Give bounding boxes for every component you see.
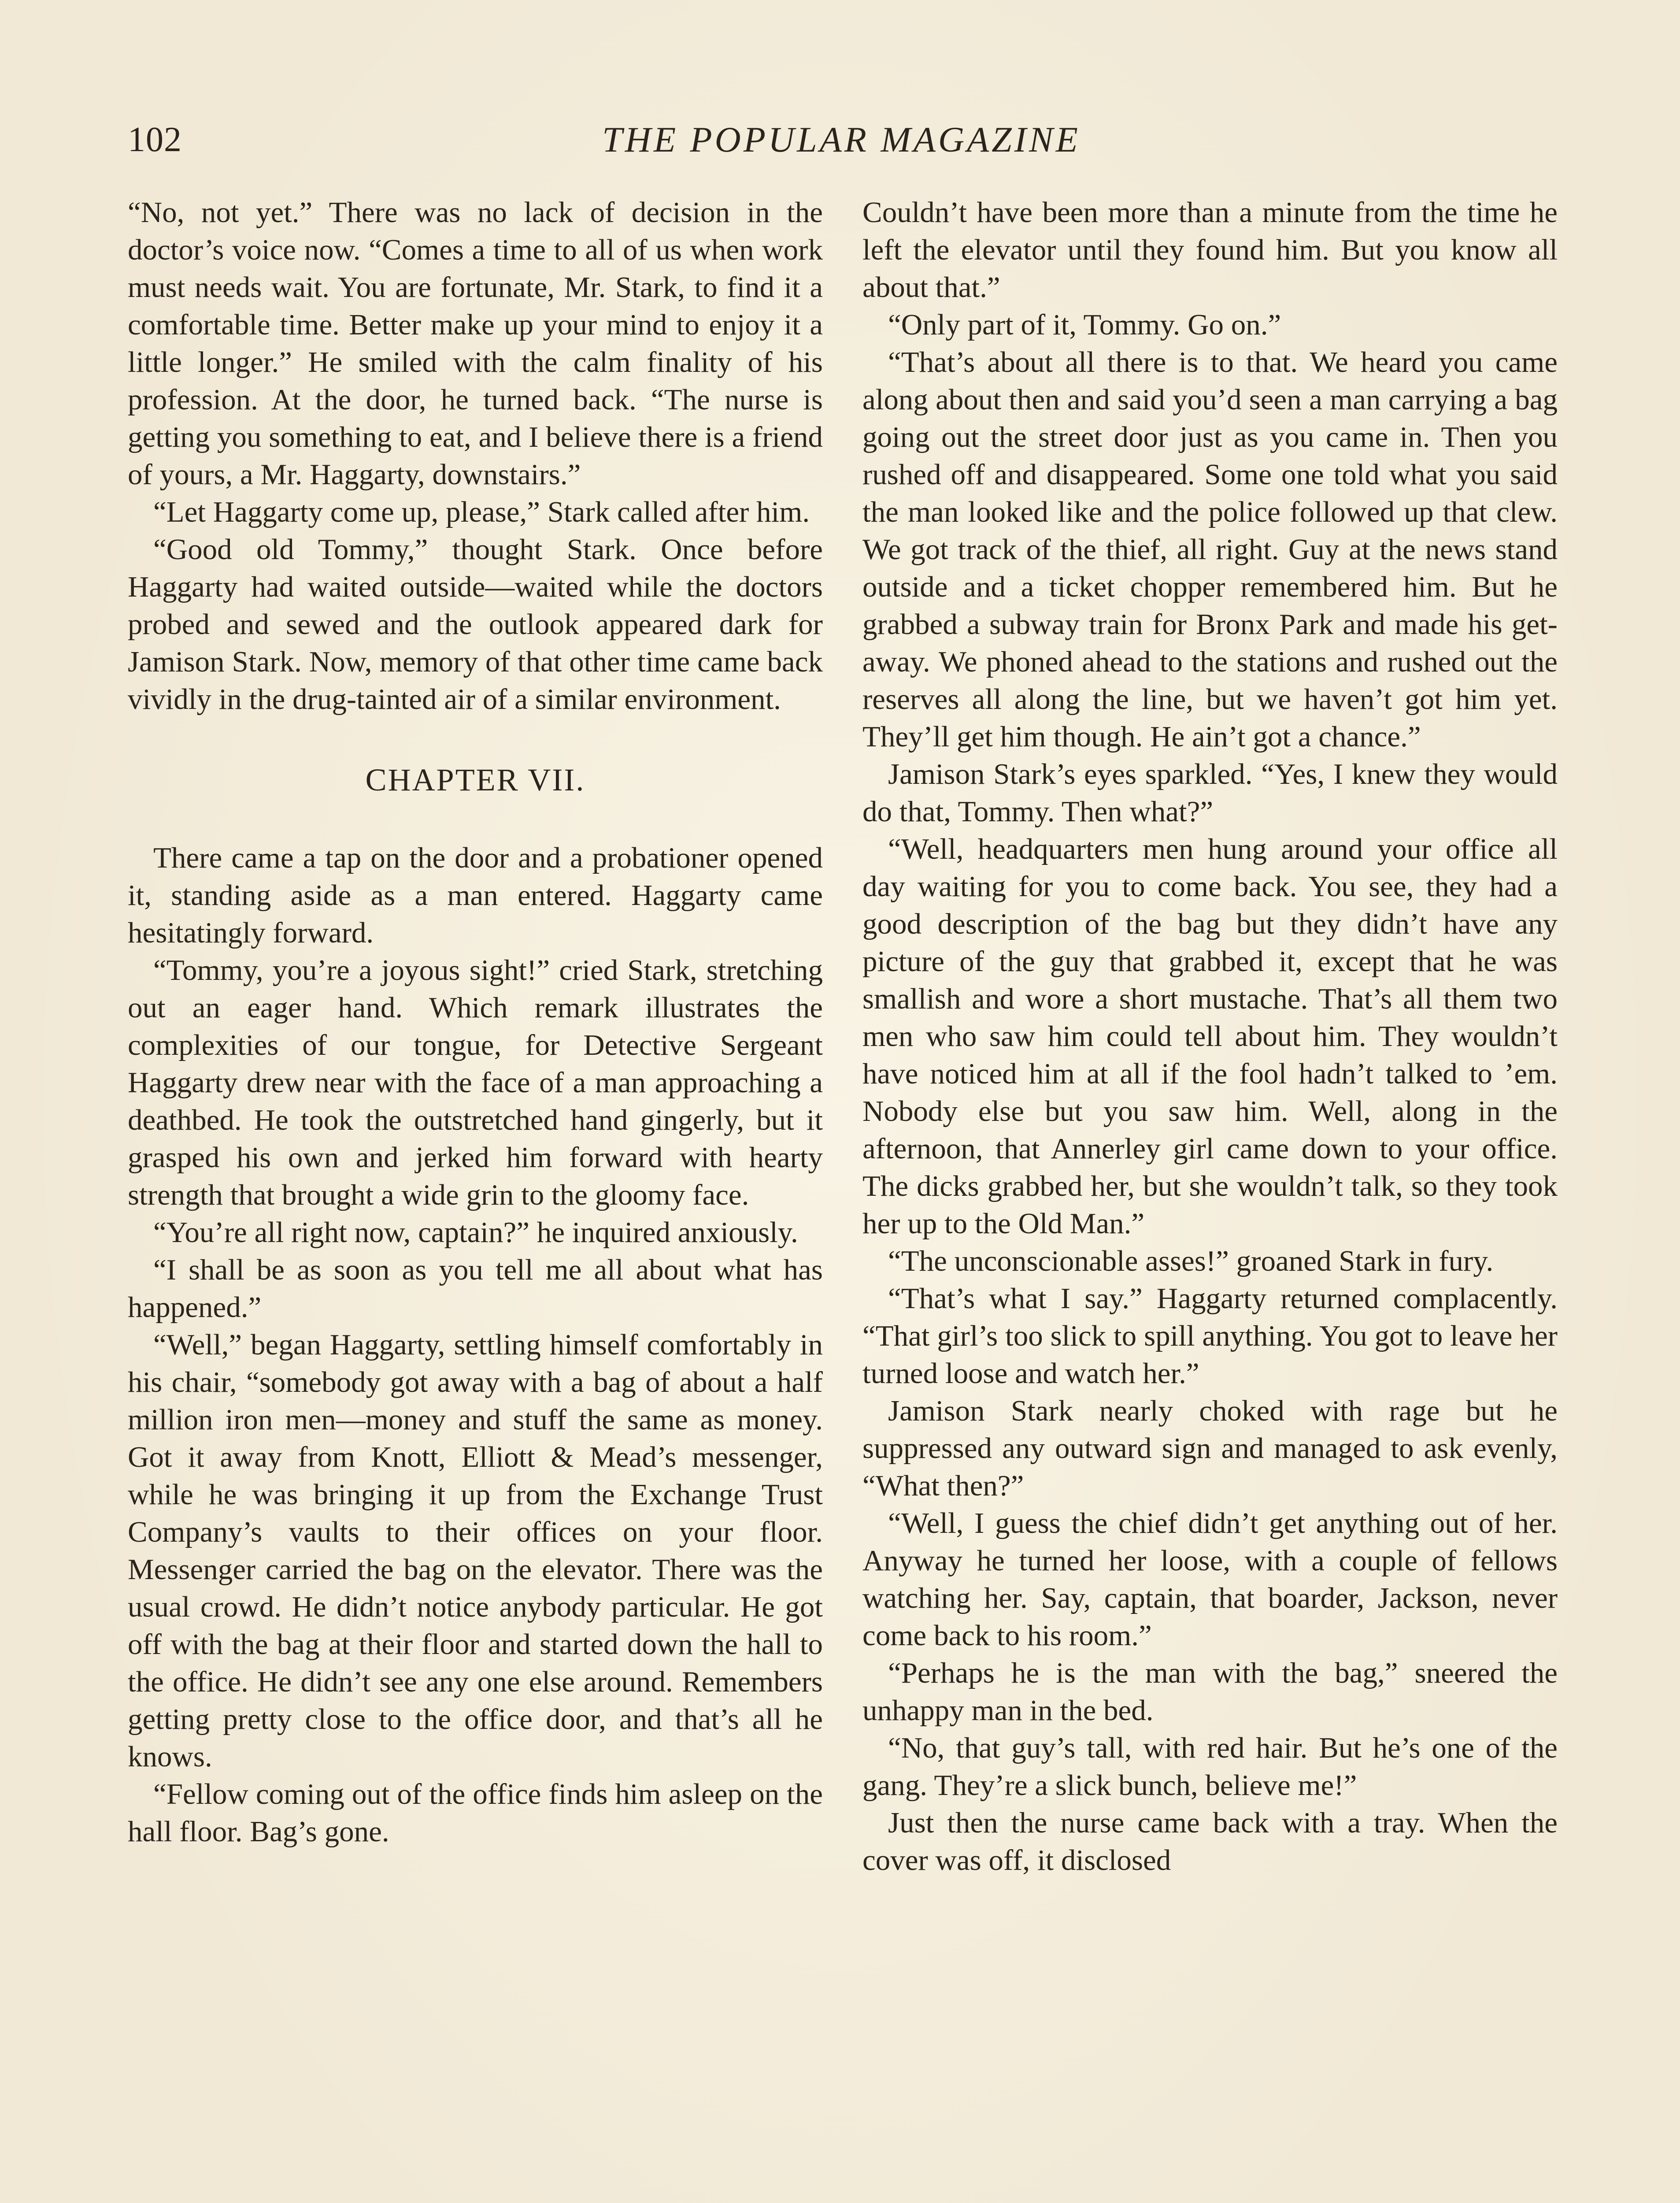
paragraph: “That’s about all there is to that. We heard you came along about then and said you’d seen a man carrying a bag going out the street door just as you came in. Then you rushed off and disappeared. Some one told what you said the man looked like and the police followed up that clew. We got track of the thief, all right. Guy at the news stand outside and a ticket chopper remembered him. But he grabbed a subway train for Bronx Park and made his get-away. We phoned ahead to the stations and rushed out the reserves all along the line, but we haven’t got him yet. They’ll get him though. He ain’t got a chance.” xyxy=(862,346,1558,753)
paragraph: “Only part of it, Tommy. Go on.” xyxy=(888,308,1281,341)
paragraph: “Good old Tommy,” thought Stark. Once before Haggarty had waited outside—waited while the doctors probed and sewed and the outlook appeared dark for Jamison Stark. Now, memory of that other time came back vividly in the drug-tainted air of a similar environment. xyxy=(128,533,823,716)
paragraph: “Well,” began Haggarty, settling himself comfortably in his chair, “somebody got away with a bag of about a half million iron men—money and stuff the same as money. Got it away from Knott, Elliott & Mead’s messenger, while he was bringing it up from the Exchange Trust Company’s vaults to their offices on your floor. Messenger carried the bag on the elevator. There was the usual crowd. He didn’t notice anybody particular. He got off with the bag at their floor and started down the hall to the office. He didn’t see any one else around. Remembers getting pretty close to the office door, and that’s all he knows. xyxy=(128,1328,823,1773)
paragraph: “No, that guy’s tall, with red hair. But he’s one of the gang. They’re a slick bunch, believe me!” xyxy=(862,1732,1558,1802)
paragraph: “I shall be as soon as you tell me all about what has happened.” xyxy=(128,1254,823,1324)
paragraph: “Let Haggarty come up, please,” Stark called after him. xyxy=(153,496,810,528)
paragraph: “Well, headquarters men hung around your office all day waiting for you to come back. You see, they had a good description of the bag but they didn’t have any picture of the guy that grabbed it, except that he was smallish and wore a short mustache. That’s all them two men who saw him could tell about him. They wouldn’t have noticed him at all if the fool hadn’t talked to ’em. Nobody else but you saw him. Well, along in the afternoon, that Annerley girl came down to your office. The dicks grabbed her, but she wouldn’t talk, so they took her up to the Old Man.” xyxy=(862,833,1558,1240)
paragraph: Just then the nurse came back with a tray. When the cover was off, it disclosed xyxy=(862,1806,1558,1877)
paragraph: “The unconscionable asses!” groaned Stark in fury. xyxy=(888,1245,1494,1277)
paragraph: “Tommy, you’re a joyous sight!” cried Stark, stretching out an eager hand. Which remark illustrates the complexities of our tongue, for Detective Sergeant Haggarty drew near with the face of a man approaching a deathbed. He took the outstretched hand gingerly, but it grasped his own and jerked him forward with hearty strength that brought a wide grin to the gloomy face. xyxy=(128,954,823,1211)
running-title: THE POPULAR MAGAZINE xyxy=(602,119,1081,159)
page-header xyxy=(128,115,1555,164)
paragraph: Couldn’t have been more than a minute from the time he left the elevator until they found him. But you know all about that.” xyxy=(862,196,1558,304)
chapter-heading: CHAPTER VII. xyxy=(365,762,585,797)
paragraph: “You’re all right now, captain?” he inquired anxiously. xyxy=(153,1216,798,1249)
paragraph: “That’s what I say.” Haggarty returned complacently. “That girl’s too slick to spill anything. You got to leave her turned loose and watch her.” xyxy=(862,1282,1558,1390)
paragraph: Jamison Stark nearly choked with rage but he suppressed any outward sign and managed to ask evenly, “What then?” xyxy=(862,1394,1558,1502)
paragraph: There came a tap on the door and a probationer opened it, standing aside as a man entered. Haggarty came hesitatingly forward. xyxy=(128,842,823,949)
paragraph: “Fellow coming out of the office finds him asleep on the hall floor. Bag’s gone. xyxy=(128,1778,823,1848)
page-number: 102 xyxy=(128,120,182,159)
paragraph: “Well, I guess the chief didn’t get anything out of her. Anyway he turned her loose, with a couple of fellows watching her. Say, captain, that boarder, Jackson, never come back to his room.” xyxy=(862,1507,1558,1652)
paragraph: “Perhaps he is the man with the bag,” sneered the unhappy man in the bed. xyxy=(862,1657,1558,1727)
paragraph: Jamison Stark’s eyes sparkled. “Yes, I knew they would do that, Tommy. Then what?” xyxy=(862,758,1558,828)
left-column xyxy=(128,194,823,1851)
right-column xyxy=(862,194,1558,1879)
paragraph: “No, not yet.” There was no lack of decision in the doctor’s voice now. “Comes a time to all of us when work must needs wait. You are fortunate, Mr. Stark, to find it a comfortable time. Better make up your mind to enjoy it a little longer.” He smiled with the calm finality of his profession. At the door, he turned back. “The nurse is getting you something to eat, and I believe there is a friend of yours, a Mr. Haggarty, downstairs.” xyxy=(128,196,823,491)
